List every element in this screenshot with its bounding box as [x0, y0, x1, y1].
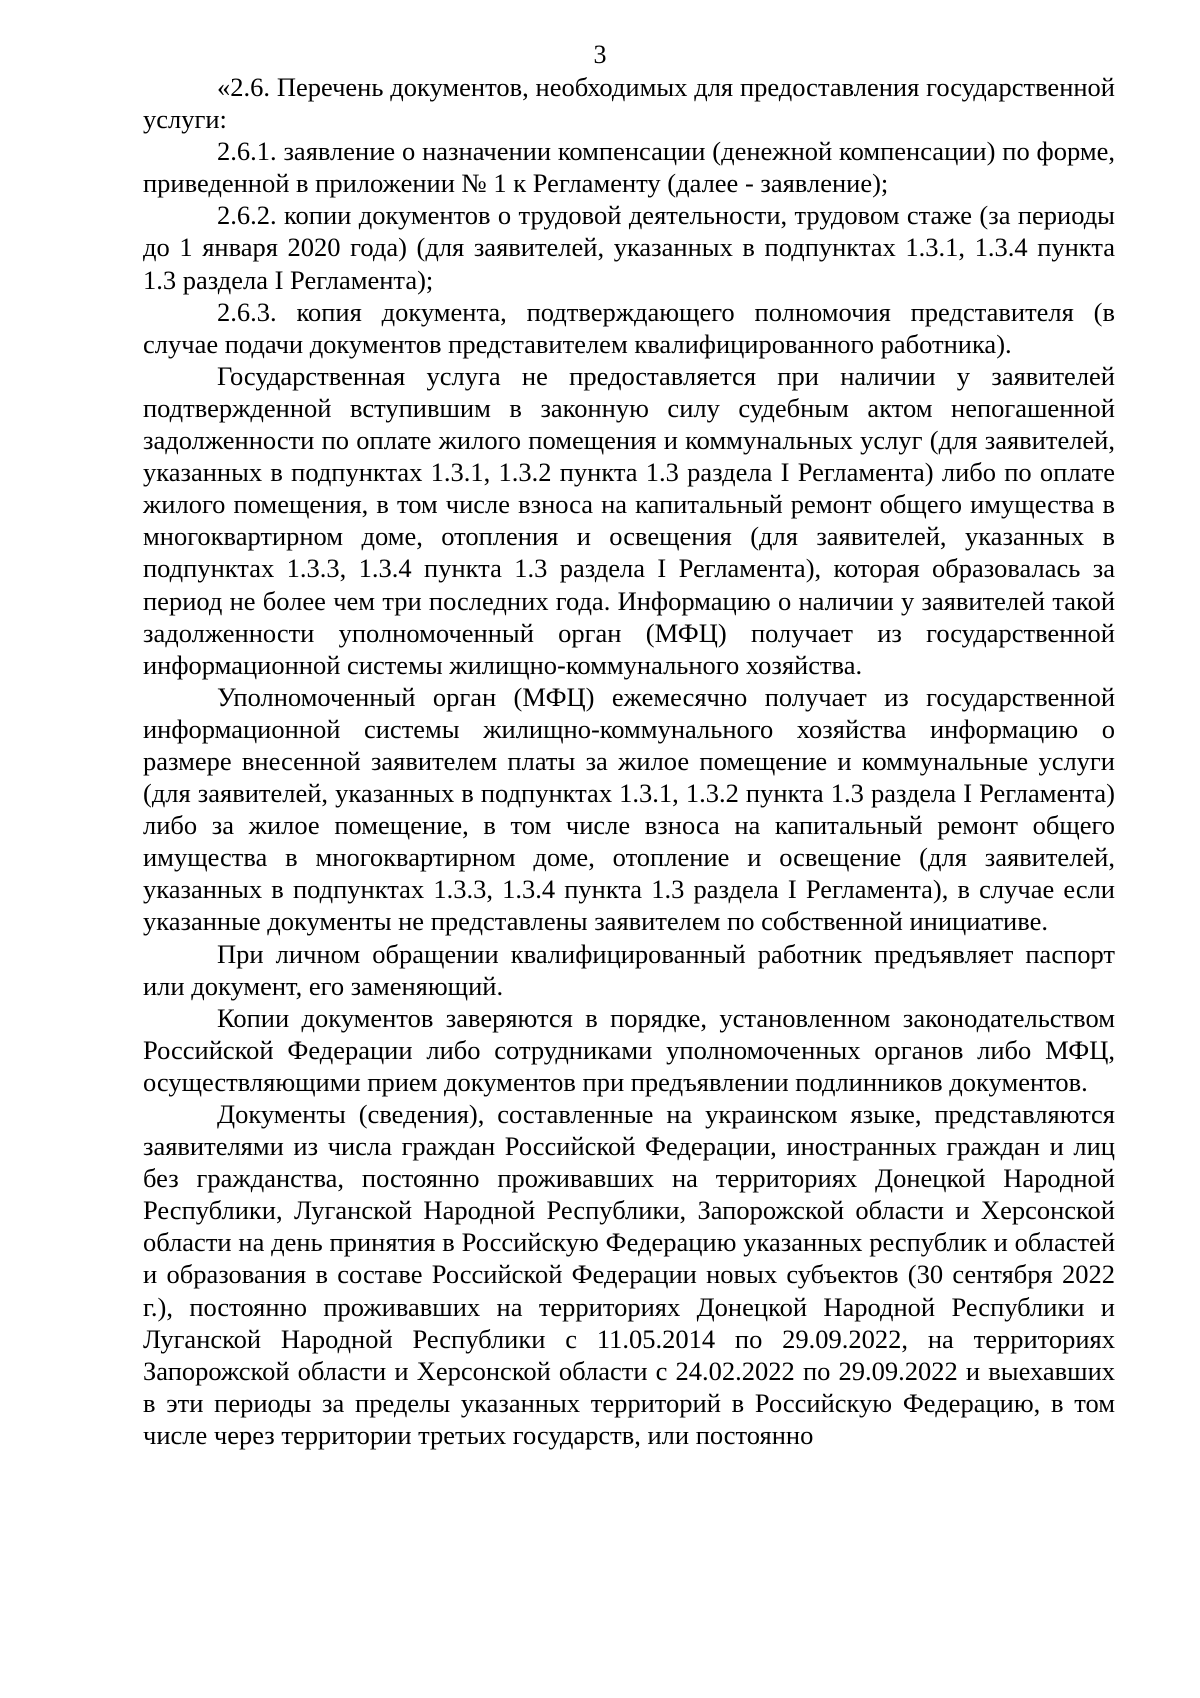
- document-body: [143, 71, 1115, 1451]
- paragraph-debt-condition: Государственная услуга не предоставляется при наличии у заявителей подтвержденной вступившим в законную силу судебным актом непогашенной задолженности по оплате жилого помещения и коммунальных услуг (для заявителей, указанных в подпунктах 1.3.1, 1.3.2 пункта 1.3 раздела I Регламента) либо по оплате жилого помещения, в том числе взноса на капитальный ремонт общего имущества в многоквартирном доме, отопления и освещения (для заявителей, указанных в подпунктах 1.3.3, 1.3.4 пункта 1.3 раздела I Регламента), которая образовалась за период не более чем три последних года. Информацию о наличии у заявителей такой задолженности уполномоченный орган (МФЦ) получает из государственной информационной системы жилищно-коммунального хозяйства.: [143, 360, 1115, 680]
- paragraph-2-6-3: 2.6.3. копия документа, подтверждающего полномочия представителя (в случае подачи документов представителем квалифицированного работника).: [143, 296, 1115, 359]
- paragraph-2-6-2: 2.6.2. копии документов о трудовой деятельности, трудовом стаже (за периоды до 1 января 2020 года) (для заявителей, указанных в подпунктах 1.3.1, 1.3.4 пункта 1.3 раздела I Регламента);: [143, 200, 1115, 295]
- paragraph-personal-visit: При личном обращении квалифицированный работник предъявляет паспорт или документ, его заменяющий.: [143, 938, 1115, 1001]
- paragraph-ukrainian-documents: Документы (сведения), составленные на украинском языке, представляются заявителями из числа граждан Российской Федерации, иностранных граждан и лиц без гражданства, постоянно проживавших на территориях Донецкой Народной Республики, Луганской Народной Республики, Запорожской области и Херсонской области на день принятия в Российскую Федерацию указанных республик и областей и образования в составе Российской Федерации новых субъектов (30 сентября 2022 г.), постоянно проживавших на территориях Донецкой Народной Республики и Луганской Народной Республики с 11.05.2014 по 29.09.2022, на территориях Запорожской области и Херсонской области с 24.02.2022 по 29.09.2022 и выехавших в эти периоды за пределы указанных территорий в Российскую Федерацию, в том числе через территории третьих государств, или постоянно: [143, 1099, 1115, 1450]
- page-number: 3: [593, 40, 607, 69]
- paragraph-2-6-heading: «2.6. Перечень документов, необходимых для предоставления государственной услуги:: [143, 72, 1115, 135]
- paragraph-copies-certification: Копии документов заверяются в порядке, установленном законодательством Российской Федерации либо сотрудниками уполномоченных органов либо МФЦ, осуществляющими прием документов при предъявлении подлинников документов.: [143, 1002, 1115, 1097]
- paragraph-monthly-info: Уполномоченный орган (МФЦ) ежемесячно получает из государственной информационной системы жилищно-коммунального хозяйства информацию о размере внесенной заявителем платы за жилое помещение и коммунальные услуги (для заявителей, указанных в подпунктах 1.3.1, 1.3.2 пункта 1.3 раздела I Регламента) либо за жилое помещение, в том числе взноса на капитальный ремонт общего имущества в многоквартирном доме, отопление и освещение (для заявителей, указанных в подпунктах 1.3.3, 1.3.4 пункта 1.3 раздела I Регламента), в случае если указанные документы не представлены заявителем по собственной инициативе.: [143, 681, 1115, 937]
- paragraph-2-6-1: 2.6.1. заявление о назначении компенсации (денежной компенсации) по форме, приведенной в приложении № 1 к Регламенту (далее - заявление);: [143, 136, 1115, 199]
